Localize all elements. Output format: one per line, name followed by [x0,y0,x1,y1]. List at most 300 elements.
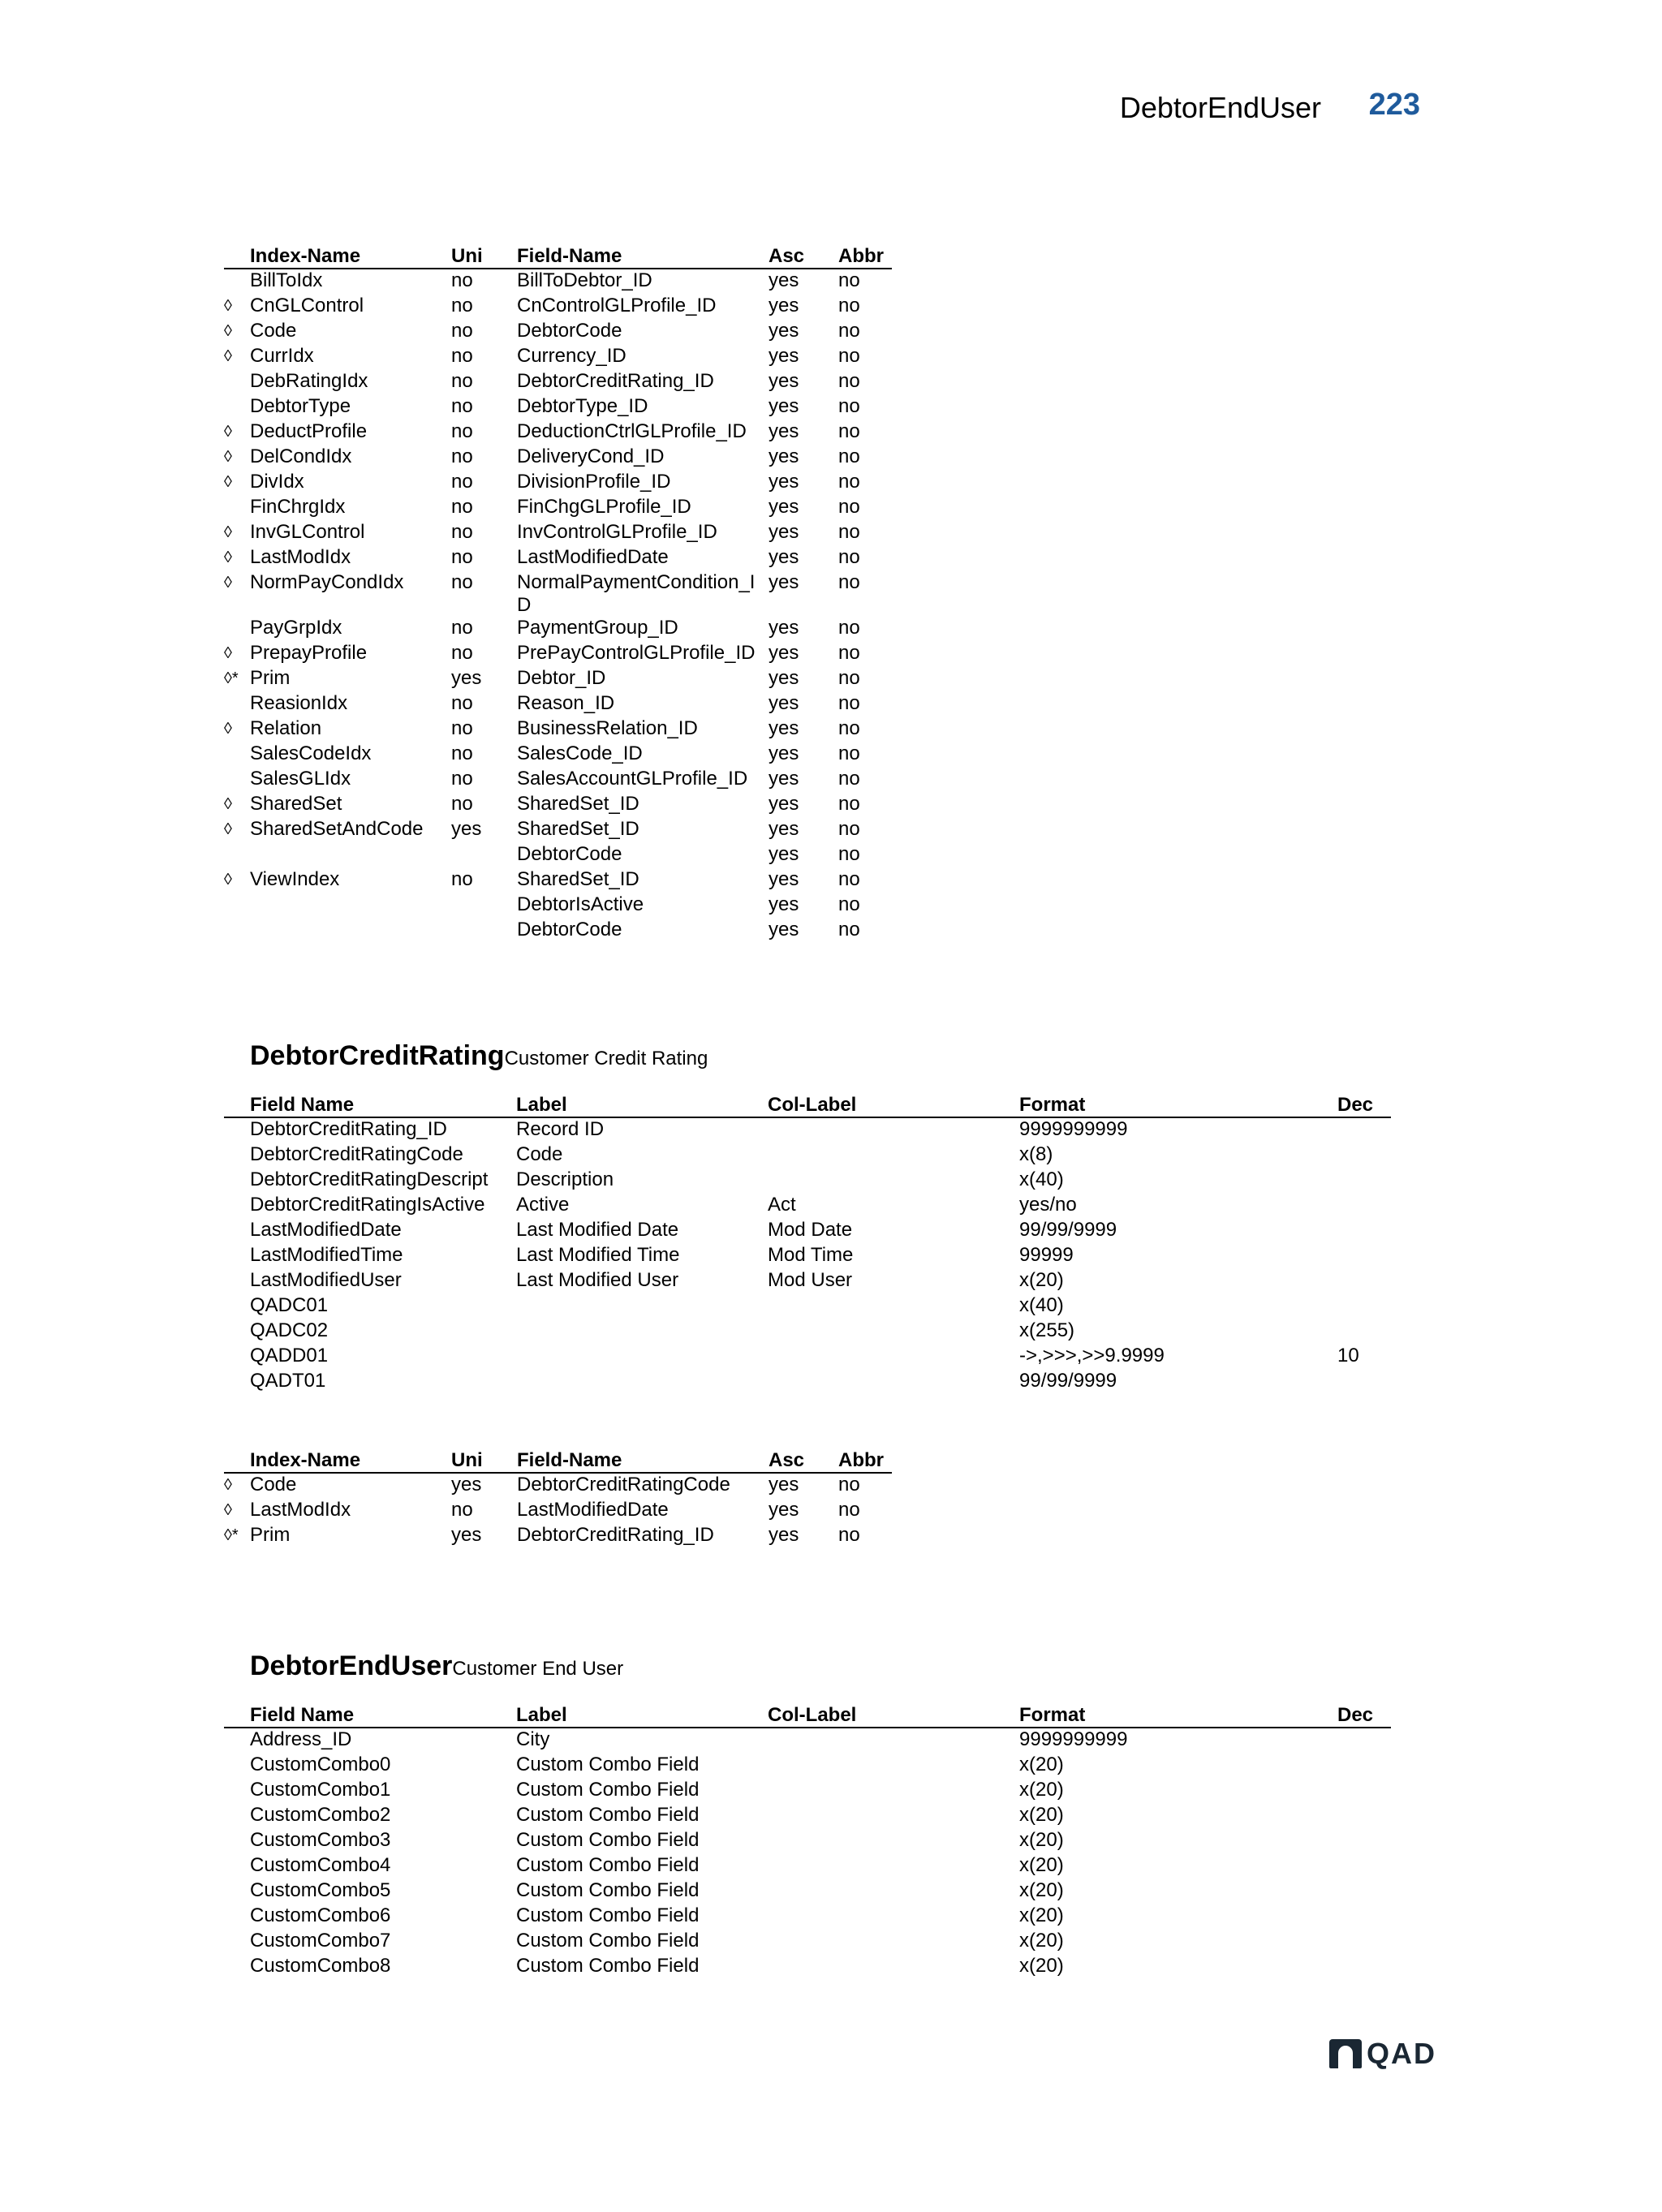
field-name-cell: CustomCombo7 [250,1930,391,1952]
unique-cell: no [451,521,473,543]
page-number: 223 [1368,88,1420,122]
unique-cell: no [451,742,473,764]
unique-cell: no [451,445,473,467]
table-row [224,471,892,496]
table-row [224,893,892,919]
format-cell: x(20) [1019,1854,1064,1876]
field-name-header: Field Name [250,1092,516,1117]
abbreviated-cell: no [838,345,860,367]
decimals-cell [1337,1269,1391,1294]
decimals-cell [1337,1779,1391,1804]
table-row [224,1194,1391,1219]
row-spacer [224,1143,250,1168]
abbreviated-cell: no [838,843,860,865]
field-name-cell: CustomCombo6 [250,1904,391,1926]
index-name-cell: DelCondIdx [250,445,352,467]
abbreviated-cell: no [838,471,860,493]
format-cell: x(20) [1019,1930,1064,1952]
ascending-cell: yes [769,496,799,518]
index-name-cell: Code [250,320,297,342]
table-row [224,1955,1391,1980]
table-row [224,521,892,546]
decimals-cell [1337,1143,1391,1168]
table-row [224,1219,1391,1244]
abbr-header: Abbr [838,1448,892,1473]
decimals-cell [1337,1319,1391,1345]
table-row [224,420,892,445]
abbreviated-cell: no [838,617,860,639]
ascending-cell: yes [769,742,799,764]
row-spacer [224,1117,250,1143]
field-name-cell: QADT01 [250,1370,326,1392]
index-name-cell: CnGLControl [250,295,364,316]
format-cell: x(255) [1019,1319,1075,1341]
field-name-cell: DebtorCreditRating_ID [517,370,714,392]
label-cell: Custom Combo Field [516,1854,700,1876]
decimals-cell [1337,1244,1391,1269]
index-marker [224,919,250,944]
index-marker: ◊ [224,820,232,838]
index-name-header: Index-Name [250,1448,451,1473]
abbreviated-cell: no [838,370,860,392]
row-spacer [224,1728,250,1754]
index-name-cell: SalesGLIdx [250,768,351,790]
table-row [224,1319,1391,1345]
debtor-index-body [224,269,892,944]
decimals-cell [1337,1904,1391,1930]
label-cell: Record ID [516,1118,605,1140]
label-cell: Last Modified User [516,1269,679,1291]
field-name-cell: LastModifiedTime [250,1244,403,1266]
index-marker: ◊ [224,423,232,441]
ascending-cell: yes [769,868,799,890]
col-label-cell: Mod User [768,1269,853,1291]
col-label-cell [768,1319,1019,1345]
index-name-cell: FinChrgIdx [250,496,346,518]
marker-header [224,1092,250,1117]
row-spacer [224,1219,250,1244]
qad-logo [1329,2037,1436,2071]
table-row [224,1779,1391,1804]
table-row [224,843,892,868]
field-name-cell: DebtorCreditRating_ID [517,1524,714,1546]
unique-cell: no [451,496,473,518]
field-name-cell: SharedSet_ID [517,793,639,815]
table-row [224,269,892,295]
field-name-cell: InvControlGLProfile_ID [517,521,717,543]
label-header: Label [516,1702,768,1728]
index-name-cell: DebtorType [250,395,351,417]
ascending-cell: yes [769,793,799,815]
row-spacer [224,1294,250,1319]
field-name-cell: DebtorIsActive [517,893,644,915]
row-spacer [224,1930,250,1955]
ascending-cell: yes [769,919,799,940]
index-name-cell: Prim [250,667,291,689]
col-label-cell [768,1754,1019,1779]
unique-cell: no [451,793,473,815]
index-marker [224,843,250,868]
field-name-cell: DivisionProfile_ID [517,471,671,493]
abbreviated-cell: no [838,868,860,890]
abbreviated-cell: no [838,521,860,543]
field-name-cell: LastModifiedDate [517,546,669,568]
table-name: DebtorEndUser [250,1650,453,1681]
ascending-cell: yes [769,893,799,915]
index-name-cell: PayGrpIdx [250,617,342,639]
abbreviated-cell: no [838,919,860,940]
debtor-index-table [224,243,892,944]
field-name-header: Field Name [250,1702,516,1728]
field-name-header: Field-Name [517,1448,769,1473]
table-row [224,1524,892,1549]
index-name-cell: NormPayCondIdx [250,571,404,593]
decimals-cell [1337,1370,1391,1395]
abbreviated-cell: no [838,496,860,518]
index-marker: ◊* [224,1526,239,1544]
col-label-cell [768,1955,1019,1980]
index-marker [224,742,250,768]
table-row [224,1168,1391,1194]
table-row [224,742,892,768]
label-cell: Active [516,1194,570,1216]
ascending-cell: yes [769,1499,799,1521]
abbreviated-cell: no [838,893,860,915]
unique-cell: no [451,295,473,316]
col-label-cell [768,1854,1019,1879]
format-cell: yes/no [1019,1194,1077,1216]
abbreviated-cell: no [838,445,860,467]
ascending-cell: yes [769,395,799,417]
field-name-cell: Address_ID [250,1728,352,1750]
row-spacer [224,1319,250,1345]
table-row [224,1904,1391,1930]
row-spacer [224,1804,250,1829]
index-marker: ◊ [224,574,232,592]
table-description: Customer End User [452,1658,624,1680]
col-label-cell [768,1728,1019,1754]
field-name-cell: LastModifiedDate [250,1219,402,1241]
index-marker [224,692,250,717]
field-name-cell: DebtorCreditRatingCode [517,1474,730,1495]
credit-rating-index-table [224,1448,892,1549]
col-label-cell [768,1143,1019,1168]
ascending-cell: yes [769,692,799,714]
field-name-cell: SalesCode_ID [517,742,643,764]
table-row [224,496,892,521]
ascending-cell: yes [769,546,799,568]
field-name-cell: CustomCombo3 [250,1829,391,1851]
ascending-cell: yes [769,320,799,342]
format-cell: 99/99/9999 [1019,1219,1117,1241]
credit-rating-field-table [224,1092,1391,1395]
label-cell: Custom Combo Field [516,1879,700,1901]
index-marker: ◊ [224,448,232,466]
table-row [224,793,892,818]
table-row [224,1829,1391,1854]
index-name-cell: InvGLControl [250,521,365,543]
format-cell: x(20) [1019,1779,1064,1801]
row-spacer [224,1269,250,1294]
ascending-cell: yes [769,345,799,367]
decimals-cell [1337,1728,1391,1754]
label-cell: Custom Combo Field [516,1930,700,1952]
field-name-cell: CustomCombo8 [250,1955,391,1977]
index-name-cell: DeductProfile [250,420,368,442]
field-name-cell: QADD01 [250,1345,329,1366]
table-row [224,1143,1391,1168]
index-marker: ◊ [224,297,232,315]
table-row [224,445,892,471]
index-marker [224,768,250,793]
table-row [224,868,892,893]
abbreviated-cell: no [838,818,860,840]
ascending-cell: yes [769,818,799,840]
field-name-cell: CustomCombo1 [250,1779,391,1801]
table-row [224,295,892,320]
index-name-cell: SharedSet [250,793,342,815]
label-cell: Last Modified Time [516,1244,680,1266]
table-row [224,395,892,420]
field-name-cell: DeliveryCond_ID [517,445,665,467]
ascending-cell: yes [769,1524,799,1546]
unique-cell: no [451,1499,473,1521]
field-name-cell: LastModifiedUser [250,1269,402,1291]
index-name-cell [250,919,451,944]
index-name-cell: LastModIdx [250,546,351,568]
ascending-cell: yes [769,370,799,392]
label-cell [516,1294,768,1319]
asc-header: Asc [769,243,838,269]
format-cell: ->,>>>,>>9.9999 [1019,1345,1165,1366]
ascending-cell: yes [769,521,799,543]
field-name-cell: BusinessRelation_ID [517,717,698,739]
index-marker: ◊ [224,1501,232,1519]
end-user-section-title [250,1650,623,1682]
uni-header: Uni [451,243,517,269]
table-row [224,320,892,345]
abbreviated-cell: no [838,571,860,593]
label-cell: Last Modified Date [516,1219,679,1241]
unique-cell: no [451,642,473,664]
label-cell: City [516,1728,550,1750]
table-row [224,1370,1391,1395]
abbreviated-cell: no [838,642,860,664]
label-cell [516,1345,768,1370]
label-cell: Description [516,1168,614,1190]
ascending-cell: yes [769,617,799,639]
credit-rating-index-body [224,1473,892,1549]
unique-cell: no [451,395,473,417]
asc-header: Asc [769,1448,838,1473]
row-spacer [224,1779,250,1804]
index-marker: ◊ [224,871,232,889]
ascending-cell: yes [769,667,799,689]
row-spacer [224,1829,250,1854]
index-name-cell: Relation [250,717,322,739]
col-label-cell: Act [768,1194,796,1216]
ascending-cell: yes [769,295,799,316]
table-header-row [224,1448,892,1473]
abbr-header: Abbr [838,243,892,269]
index-name-header: Index-Name [250,243,451,269]
row-spacer [224,1854,250,1879]
abbreviated-cell: no [838,1524,860,1546]
label-cell: Custom Combo Field [516,1955,700,1977]
decimals-cell [1337,1804,1391,1829]
abbreviated-cell: no [838,395,860,417]
unique-cell: yes [451,1474,482,1495]
index-name-cell: DivIdx [250,471,304,493]
table-row [224,345,892,370]
index-marker: ◊ [224,523,232,541]
col-label-cell [768,1879,1019,1904]
label-cell: Custom Combo Field [516,1804,700,1826]
ascending-cell: yes [769,1474,799,1495]
table-header-row [224,243,892,269]
field-name-cell: DebtorCreditRatingCode [250,1143,463,1165]
table-description: Customer Credit Rating [504,1048,708,1069]
table-name: DebtorCreditRating [250,1040,505,1071]
abbreviated-cell: no [838,692,860,714]
marker-header [224,1448,250,1473]
col-label-cell [768,1168,1019,1194]
index-marker [224,269,250,295]
unique-cell: no [451,370,473,392]
field-name-header: Field-Name [517,243,769,269]
unique-cell: yes [451,1524,482,1546]
credit-rating-section-title [250,1040,708,1072]
table-row [224,642,892,667]
unique-cell: no [451,571,473,593]
field-name-cell: PaymentGroup_ID [517,617,678,639]
col-label-cell [768,1829,1019,1854]
table-row [224,1804,1391,1829]
index-marker [224,617,250,642]
abbreviated-cell: no [838,793,860,815]
abbreviated-cell: no [838,1474,860,1495]
label-cell: Custom Combo Field [516,1779,700,1801]
index-marker: ◊ [224,473,232,491]
table-row [224,667,892,692]
index-marker [224,395,250,420]
unique-cell: no [451,717,473,739]
decimals-cell [1337,1955,1391,1980]
table-row [224,1499,892,1524]
index-name-cell: DebRatingIdx [250,370,368,392]
running-header-title: DebtorEndUser [1119,91,1321,124]
end-user-field-body [224,1728,1391,1980]
table-row [224,1728,1391,1754]
ascending-cell: yes [769,768,799,790]
col-label-cell [768,1779,1019,1804]
col-label-header: Col-Label [768,1702,1019,1728]
format-cell: x(40) [1019,1168,1064,1190]
col-label-cell [768,1294,1019,1319]
row-spacer [224,1754,250,1779]
label-cell [516,1319,768,1345]
table-row [224,571,892,617]
unique-cell [451,919,517,944]
table-row [224,1294,1391,1319]
field-name-cell: LastModifiedDate [517,1499,669,1521]
unique-cell: no [451,420,473,442]
format-cell: 99/99/9999 [1019,1370,1117,1392]
ascending-cell: yes [769,571,799,593]
index-marker: ◊ [224,322,232,340]
decimals-cell [1337,1194,1391,1219]
index-name-cell: Code [250,1474,297,1495]
field-name-cell: FinChgGLProfile_ID [517,496,691,518]
row-spacer [224,1955,250,1980]
field-name-cell: SharedSet_ID [517,868,639,890]
index-name-cell [250,843,451,868]
format-cell: x(20) [1019,1269,1064,1291]
index-name-cell: ViewIndex [250,868,340,890]
format-cell: x(20) [1019,1804,1064,1826]
abbreviated-cell: no [838,717,860,739]
table-row [224,717,892,742]
table-row [224,1117,1391,1143]
unique-cell: no [451,546,473,568]
label-cell: Custom Combo Field [516,1754,700,1775]
col-label-cell [768,1904,1019,1930]
index-marker [224,893,250,919]
field-name-cell: CustomCombo0 [250,1754,391,1775]
unique-cell [451,893,517,919]
col-label-cell [768,1804,1019,1829]
logo-text: QAD [1367,2037,1436,2070]
table-row [224,546,892,571]
table-row [224,818,892,843]
abbreviated-cell: no [838,546,860,568]
ascending-cell: yes [769,420,799,442]
label-header: Label [516,1092,768,1117]
field-name-cell: SharedSet_ID [517,818,639,840]
table-row [224,1473,892,1499]
decimals-cell [1337,1168,1391,1194]
format-cell: x(20) [1019,1829,1064,1851]
row-spacer [224,1904,250,1930]
abbreviated-cell: no [838,320,860,342]
decimals-cell [1337,1879,1391,1904]
unique-cell: yes [451,667,482,689]
col-label-cell: Mod Date [768,1219,853,1241]
field-name-cell: DebtorCreditRatingIsActive [250,1194,485,1216]
field-name-cell: DebtorCreditRatingDescript [250,1168,489,1190]
credit-rating-field-body [224,1117,1391,1395]
label-cell: Code [516,1143,563,1165]
row-spacer [224,1879,250,1904]
row-spacer [224,1168,250,1194]
row-spacer [224,1370,250,1395]
table-row [224,617,892,642]
index-name-cell: CurrIdx [250,345,314,367]
table-row [224,919,892,944]
format-cell: 9999999999 [1019,1728,1128,1750]
field-name-cell: DebtorCode [517,843,622,865]
index-name-cell: SalesCodeIdx [250,742,372,764]
decimals-cell [1337,1117,1391,1143]
decimals-cell [1337,1294,1391,1319]
index-marker [224,370,250,395]
label-cell: Custom Combo Field [516,1829,700,1851]
abbreviated-cell: no [838,295,860,316]
index-marker: ◊ [224,1476,232,1494]
table-row [224,768,892,793]
field-name-cell: CustomCombo4 [250,1854,391,1876]
field-name-cell: DebtorCode [517,919,622,940]
